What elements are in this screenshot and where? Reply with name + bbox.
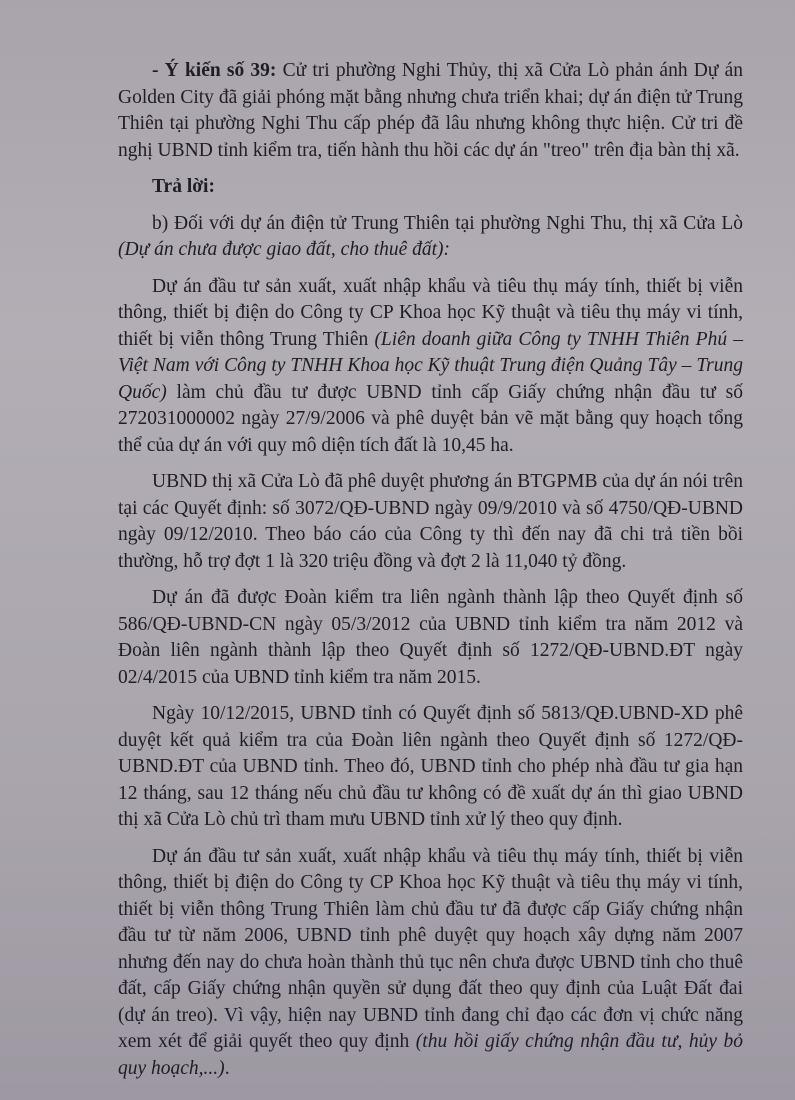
opinion-paragraph — [118, 58, 743, 164]
paragraph-1-before: Dự án đầu tư sản xuất, xuất nhập khẩu và tiêu thụ máy tính, thiết bị viễn thông, thiết bị điện do Công ty CP Khoa học Kỹ thuật và tiêu thụ máy vi tính, thiết bị viễn thông Trung Thiên — [118, 275, 743, 350]
paragraph-1-after: làm chủ đầu tư được UBND tỉnh cấp Giấy chứng nhận đầu tư số 272031000002 ngày 27/9/2006 và phê duyệt bản vẽ mặt bằng quy hoạch tổng thể của dự án với quy mô diện tích đất là 10,45 ha. — [118, 381, 743, 456]
paragraph-5-before: Dự án đầu tư sản xuất, xuất nhập khẩu và tiêu thụ máy tính, thiết bị viễn thông, thiết bị điện do Công ty CP Khoa học Kỹ thuật và tiêu thụ máy vi tính, thiết bị viễn thông Trung Thiên làm chủ đầu tư đã được cấp Giấy chứng nhận đầu tư từ năm 2006, UBND tỉnh phê duyệt quy hoạch xây dựng năm 2007 nhưng đến nay do chưa hoàn thành thủ tục nên chưa được UBND tỉnh cho thuê đất, cấp Giấy chứng nhận quyền sử dụng đất theo quy định của Luật Đất đai (dự án treo). Vì vậy, hiện nay UBND tỉnh đang chỉ đạo các đơn vị chức năng xem xét để giải quyết theo quy định — [118, 845, 743, 1052]
reply-label: Trả lời: — [152, 176, 215, 197]
opinion-text: Cử tri phường Nghi Thủy, thị xã Cửa Lò phản ánh Dự án Golden City đã giải phóng mặt bằng nhưng chưa triển khai; dự án điện tử Trung Thiên tại phường Nghi Thu cấp phép đã lâu nhưng không thực hiện. Cử tri đề nghị UBND tỉnh kiểm tra, tiến hành thu hồi các dự án "treo" trên địa bàn thị xã. — [118, 60, 743, 161]
opinion-label: - Ý kiến số 39: — [152, 60, 277, 81]
paragraph-5-after: . — [224, 1057, 230, 1079]
section-b-italic: (Dự án chưa được giao đất, cho thuê đất): — [118, 239, 451, 260]
paragraph-1 — [118, 274, 743, 460]
paragraph-2: UBND thị xã Cửa Lò đã phê duyệt phương án BTGPMB của dự án nói trên tại các Quyết định: số 3072/QĐ-UBND ngày 09/9/2010 và số 4750/QĐ-UBND ngày 09/12/2010. Theo báo cáo của Công ty thì đến nay đã chi trả tiền bồi thường, hỗ trợ đợt 1 là 320 triệu đồng và đợt 2 là 11,040 tỷ đồng. — [118, 471, 743, 572]
paragraph-5 — [118, 844, 743, 1083]
paragraph-5-italic: (thu hồi giấy chứng nhận đầu tư, hủy bỏ quy hoạch,...) — [118, 1031, 744, 1079]
paragraph-3: Dự án đã được Đoàn kiểm tra liên ngành thành lập theo Quyết định số 586/QĐ-UBND-CN ngày 05/3/2012 của UBND tỉnh kiểm tra năm 2012 và Đoàn liên ngành thành lập theo Quyết định số 1272/QĐ-UBND.ĐT ngày 02/4/2015 của UBND tỉnh kiểm tra năm 2015. — [118, 587, 743, 688]
paragraph-1-italic: (Liên doanh giữa Công ty TNHH Thiên Phú – Việt Nam với Công ty TNHH Khoa học Kỹ thuật Trung điện Quảng Tây – Trung Quốc) — [118, 328, 743, 403]
section-b-paragraph — [118, 211, 743, 264]
section-b-text: b) Đối với dự án điện tử Trung Thiên tại phường Nghi Thu, thị xã Cửa Lò — [152, 212, 743, 234]
paragraph-4: Ngày 10/12/2015, UBND tỉnh có Quyết định số 5813/QĐ.UBND-XD phê duyệt kết quả kiểm tra của Đoàn liên ngành theo Quyết định số 1272/QĐ-UBND.ĐT của UBND tỉnh. Theo đó, UBND tỉnh cho phép nhà đầu tư gia hạn 12 tháng, sau 12 tháng nếu chủ đầu tư không có đề xuất dự án thì giao UBND thị xã Cửa Lò chủ trì tham mưu UBND tỉnh xử lý theo quy định. — [118, 703, 743, 830]
reply-heading — [118, 174, 743, 201]
